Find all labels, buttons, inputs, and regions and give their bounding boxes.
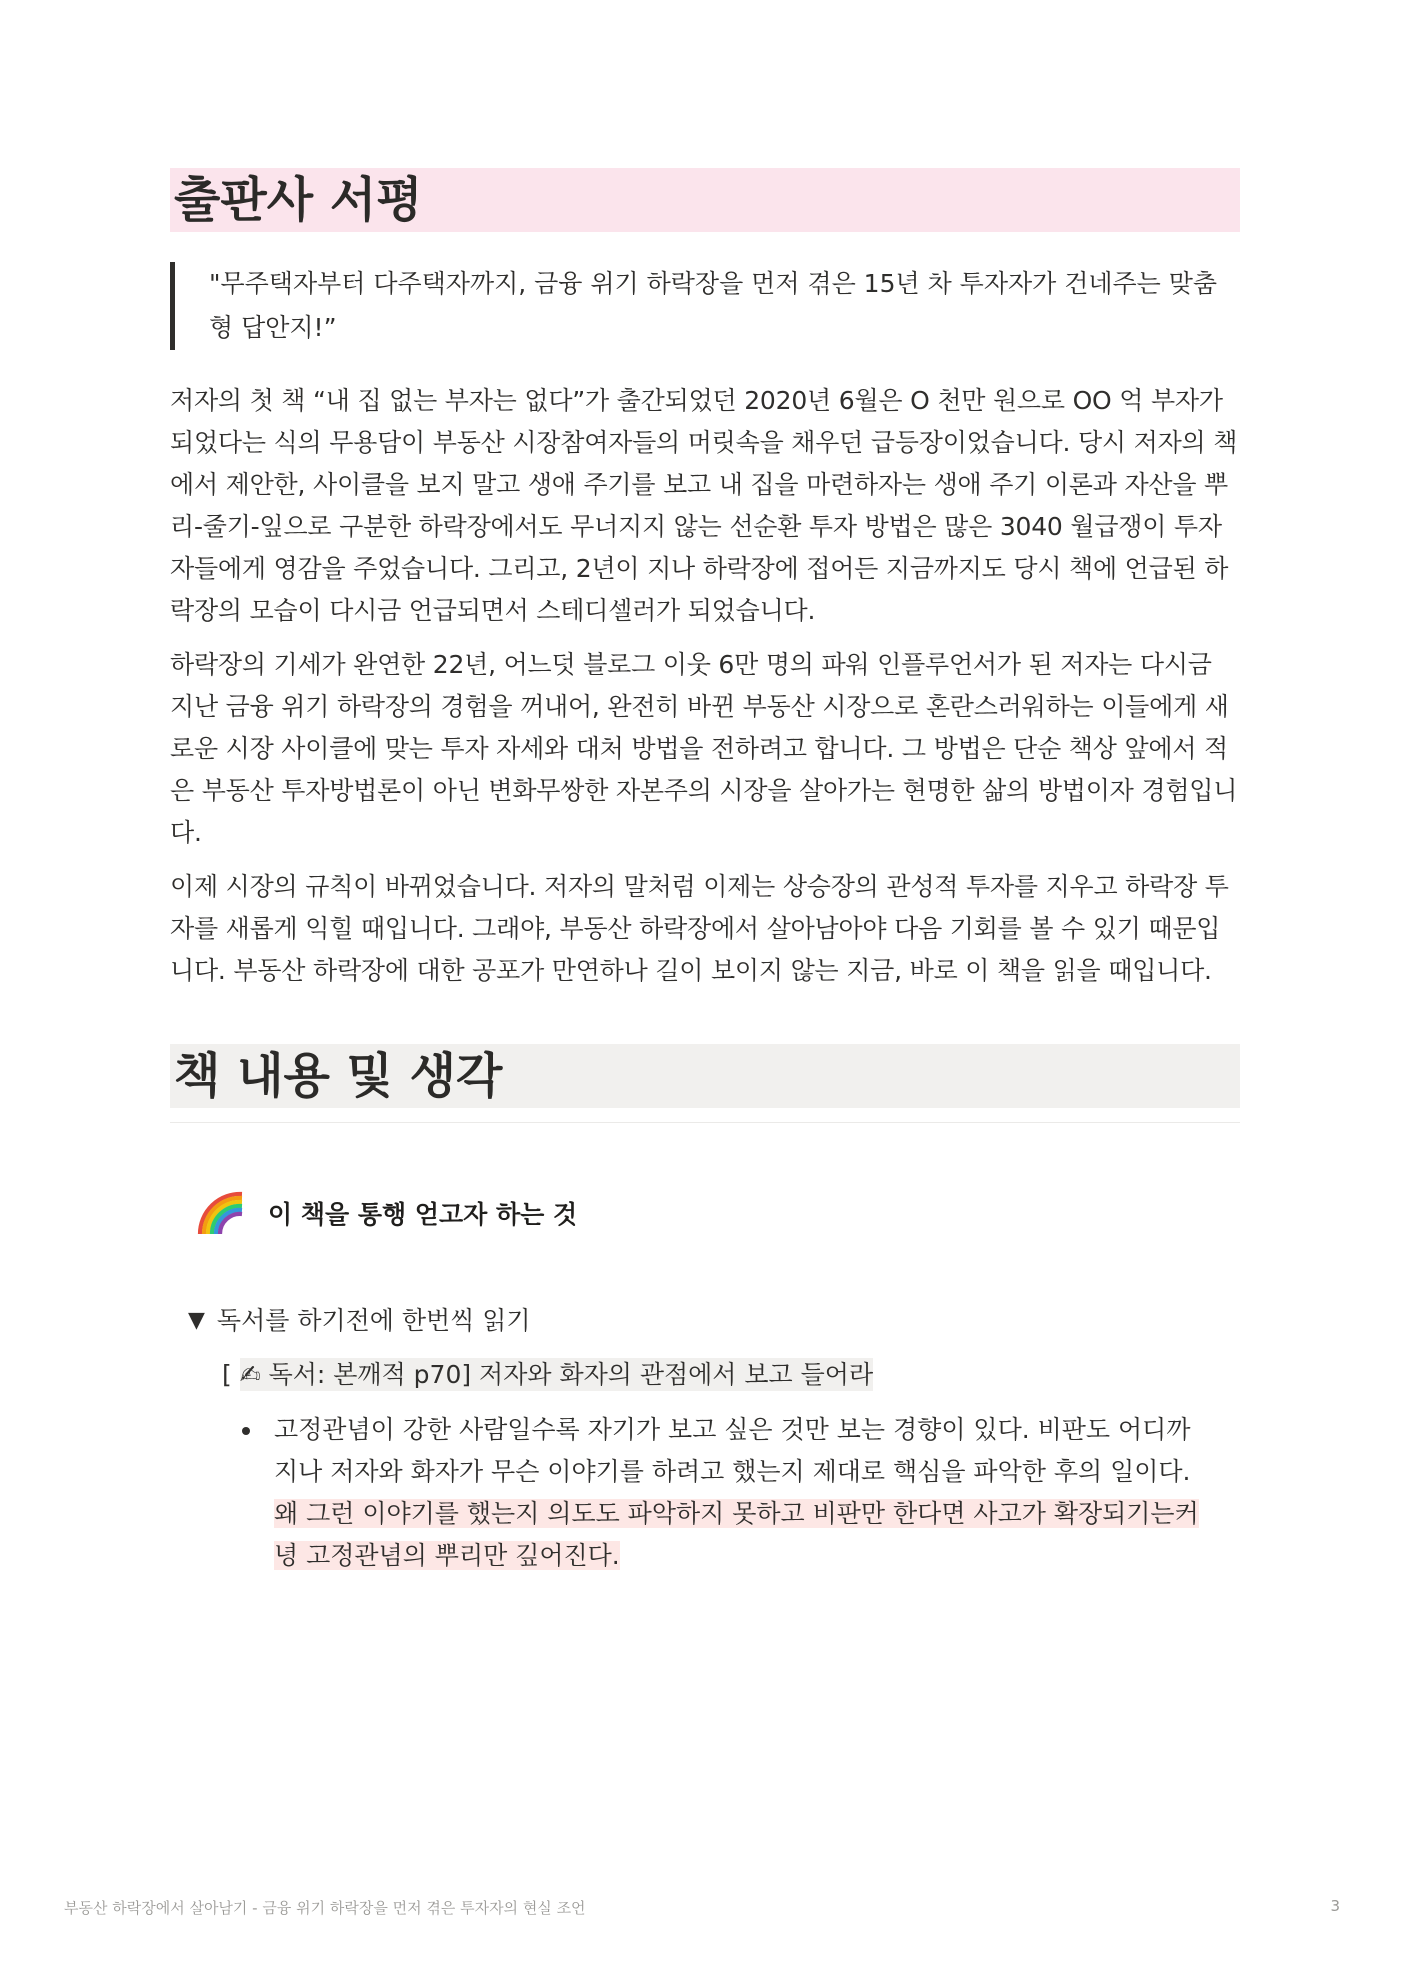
bullet-text: 고정관념이 강한 사람일수록 자기가 보고 싶은 것만 보는 경향이 있다. 비판도 어디까지나 저자와 화자가 무슨 이야기를 하려고 했는지 제대로 핵심을 파악한 후의 일이다. [274, 1415, 1191, 1486]
paragraph: 하락장의 기세가 완연한 22년, 어느덧 블로그 이웃 6만 명의 파워 인플루언서가 된 저자는 다시금 지난 금융 위기 하락장의 경험을 꺼내어, 완전히 바뀐 부동산 시장으로 혼란스러워하는 이들에게 새로운 시장 사이클에 맞는 투자 자세와 대처 방법을 전하려고 합니다. 그 방법은 단순 책상 앞에서 적은 부동산 투자방법론이 아닌 변화무쌍한 자본주의 시장을 살아가는 현명한 삶의 방법이자 경험입니다. [170, 650, 1238, 847]
page-content [170, 168, 1240, 1577]
page-number: 3 [1330, 1897, 1340, 1915]
blockquote: "무주택자부터 다주택자까지, 금융 위기 하락장을 먼저 겪은 15년 차 투자자가 건네주는 맞춤형 답안지!” [170, 262, 1239, 350]
triangle-down-icon[interactable]: ▼ [188, 1308, 205, 1333]
footer-title: 부동산 하락장에서 살아남기 - 금융 위기 하락장을 먼저 겪은 투자자의 현실 조언 [64, 1899, 586, 1917]
highlighted-text: 왜 그런 이야기를 했는지 의도도 파악하지 못하고 비판만 한다면 사고가 확장되기는커녕 고정관념의 뿌리만 깊어진다. [274, 1499, 1199, 1570]
divider [170, 1122, 1240, 1123]
toggle-label: 독서를 하기전에 한번씩 읽기 [216, 1306, 531, 1335]
reference-text: 독서: 본깨적 p70] 저자와 화자의 관점에서 보고 들어라 [260, 1360, 874, 1389]
bullet-list [230, 1409, 1200, 1577]
list-item [230, 1409, 1200, 1577]
callout [196, 1183, 1240, 1243]
toggle-block[interactable] [188, 1301, 1240, 1341]
paragraph: 저자의 첫 책 “내 집 없는 부자는 없다”가 출간되었던 2020년 6월은 O 천만 원으로 OO 억 부자가 되었다는 식의 무용담이 부동산 시장참여자들의 머릿속을 채우던 급등장이었습니다. 당시 저자의 책에서 제안한, 사이클을 보지 말고 생애 주기를 보고 내 집을 마련하자는 생애 주기 이론과 자산을 뿌리-줄기-잎으로 구분한 하락장에서도 무너지지 않는 선순환 투자 방법은 많은 3040 월급쟁이 투자자들에게 영감을 주었습니다. 그리고, 2년이 지나 하락장에 접어든 지금까지도 당시 책에 언급된 하락장의 모습이 다시금 언급되면서 스테디셀러가 되었습니다. [170, 386, 1238, 625]
paragraph: 이제 시장의 규칙이 바뀌었습니다. 저자의 말처럼 이제는 상승장의 관성적 투자를 지우고 하락장 투자를 새롭게 익힐 때입니다. 그래야, 부동산 하락장에서 살아남아야 다음 기회를 볼 수 있기 때문입니다. 부동산 하락장에 대한 공포가 만연하나 길이 보이지 않는 지금, 바로 이 책을 읽을 때입니다. [170, 872, 1229, 985]
section-heading-book-content: 책 내용 및 생각 [170, 1044, 1240, 1108]
reference-line: [ ✍ 독서: 본깨적 p70] 저자와 화자의 관점에서 보고 들어라 [222, 1360, 874, 1389]
writing-hand-icon: ✍ [239, 1360, 261, 1389]
section-heading-publisher-review: 출판사 서평 [170, 168, 1240, 232]
rainbow-icon [196, 1188, 246, 1238]
page-footer [64, 1897, 1340, 1918]
reference-highlight [240, 1358, 873, 1391]
callout-title: 이 책을 통행 얻고자 하는 것 [268, 1200, 578, 1229]
